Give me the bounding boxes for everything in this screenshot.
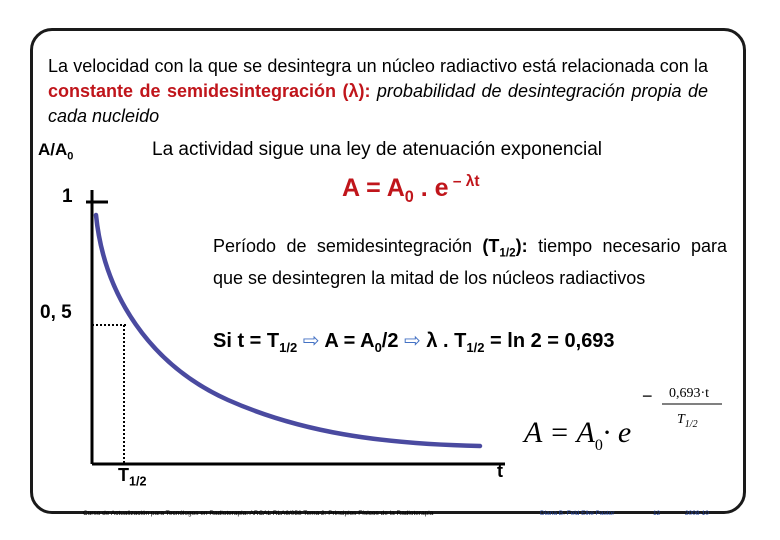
activity-text: La actividad sigue una ley de atenuación exponencial: [152, 139, 602, 160]
period-definition: Período de semidesintegración $(T_{1/2})$: tiempo necesario para que se desintegren la mitad de los núcleos radiactivos: [213, 236, 728, 288]
decay-curve: [96, 215, 480, 446]
intro-highlight: constante de semidesintegración (λ):: [48, 81, 371, 101]
footer: [83, 510, 709, 517]
intro-text-2: probabilidad de desintegración propia de cada nucleido: [48, 81, 708, 126]
typeset-formula: [522, 376, 732, 456]
exponent-denominator: $T_{1/2}$: [677, 412, 698, 430]
x-axis-label: t: [497, 461, 503, 481]
arrow-right-icon: ⇨: [404, 330, 421, 352]
footer-page: 12: [653, 510, 661, 517]
formula-body: $A = A_0\cdot e$: [524, 416, 632, 454]
exponent-numerator: 0,693·t: [669, 386, 710, 401]
y-axis-label: $A/A_0$: [38, 140, 74, 163]
footer-authors: Diana B. Feld Elke Pastor: [540, 510, 615, 517]
exponent-minus: −: [642, 386, 653, 406]
tick-label-1: 1: [62, 186, 73, 207]
decay-formula: $A = A_0$ . e $^{- \lambda t}$: [342, 173, 480, 206]
footer-course: Curso de Actualización para Tecnólogos en Radioterapia. ARCAL RLA6/058 Tema 2: Principios Físicos de la Radioterapia: [83, 510, 434, 517]
half-life-derivation: Si $t = T_{1/2}$ ⇨ $A = A_0/2$ ⇨ λ . $T_{1/2} = \ln 2 = 0,693$: [213, 330, 615, 355]
x-half-life-label: $T_{1/2}$: [118, 465, 147, 489]
footer-years: 2008-10: [685, 510, 709, 517]
tick-label-half: 0, 5: [40, 302, 72, 323]
intro-text-1: La velocidad con la que se desintegra un núcleo radiactivo está relacionada con la: [48, 56, 708, 76]
arrow-right-icon: ⇨: [302, 330, 320, 352]
